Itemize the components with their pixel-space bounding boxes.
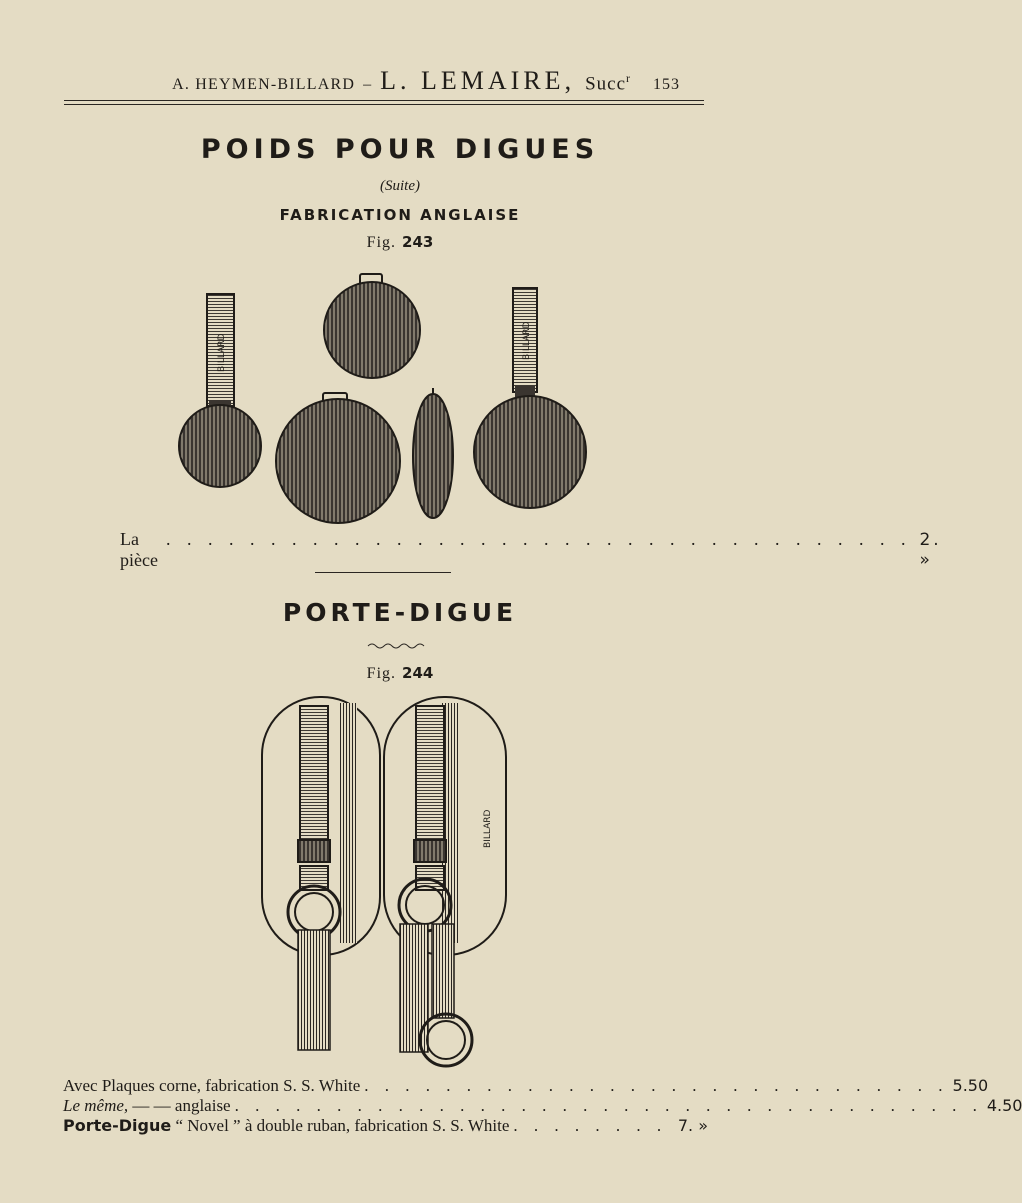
leader-dots: . . . . . . . . . . . . . . . . . . . . . . . . . . . . . . . . . . . .: [165, 529, 912, 549]
item-price: 7. »: [677, 1116, 708, 1135]
price-item: [63, 1076, 989, 1096]
weight-round-large: [276, 393, 400, 523]
page-number: 153: [653, 76, 680, 93]
price-item: [63, 1116, 708, 1136]
figure-243-caption: Fig. 243: [366, 233, 434, 251]
header-house-name: A. HEYMEN-BILLARD: [172, 76, 356, 93]
price-value: 2. »: [919, 530, 942, 570]
leader-dots: . . . . . . . . . . . . . . . . . . . . . . . . . . . . .: [364, 1076, 949, 1095]
price-list: [63, 1076, 1022, 1136]
section-title-poids: POIDS POUR DIGUES: [200, 134, 600, 165]
figure-244-caption: Fig. 244: [366, 664, 434, 682]
holder-engraving: BILLARD: [483, 809, 493, 848]
fabrication-subtitle: FABRICATION ANGLAISE: [279, 206, 521, 224]
weight-right-engraving: BILLARD: [522, 321, 532, 360]
item-label: Porte-Digue “ Novel ” à double ruban, fabrication S. S. White: [63, 1116, 510, 1135]
price-line-piece: [120, 529, 942, 570]
item-price: 5.50: [952, 1076, 989, 1095]
weight-left-engraving: BILLARD: [217, 333, 227, 372]
price-label: La pièce: [120, 529, 158, 570]
title-ornament: [368, 644, 424, 648]
weight-round-top: [324, 274, 420, 378]
leader-dots: . . . . . . . . . . . . . . . . . . . . . . . . . . . . . . . . . . . . .: [234, 1096, 983, 1115]
suite-note: (Suite): [380, 178, 420, 194]
porte-digue-left: [262, 697, 380, 1050]
section-divider: [315, 572, 451, 573]
item-label: Le même, — — anglaise: [63, 1096, 231, 1115]
porte-digue-right: [384, 697, 506, 1066]
weight-handle-left: [179, 294, 261, 487]
weight-side-view: [413, 388, 453, 518]
header-successor-abbr: Succ$^r$: [585, 70, 631, 94]
price-item: [63, 1096, 1022, 1116]
header-dash: –: [363, 76, 373, 93]
item-price: 4.50: [986, 1096, 1022, 1115]
weight-handle-right: [474, 288, 586, 508]
item-label: Avec Plaques corne, fabrication S. S. White: [63, 1076, 361, 1095]
section-title-porte-digue: PORTE-DIGUE: [282, 598, 518, 627]
leader-dots: . . . . . . . .: [513, 1116, 668, 1135]
header-successor-name: L. LEMAIRE,: [380, 66, 576, 95]
